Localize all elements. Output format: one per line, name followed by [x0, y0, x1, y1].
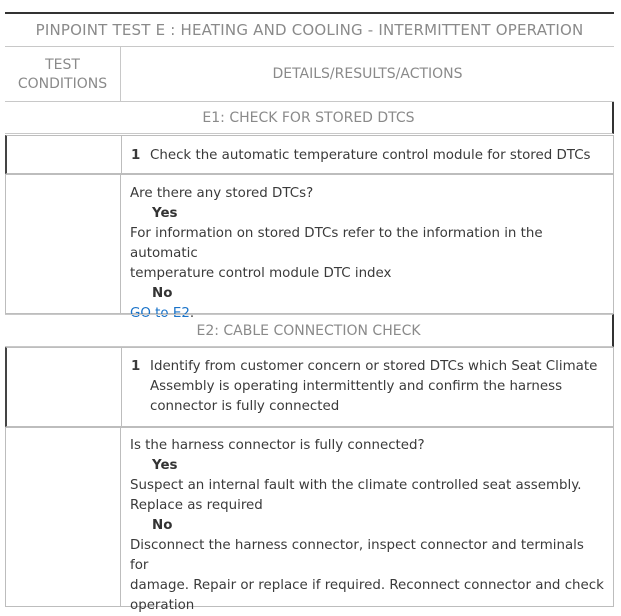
- test-conditions-cell: [7, 348, 122, 426]
- question-text: Are there any stored DTCs?: [130, 186, 314, 201]
- yes-label: Yes: [152, 206, 178, 221]
- yes-action-line-2: Replace as required: [130, 498, 263, 513]
- header-test-conditions-line2: CONDITIONS: [17, 75, 108, 92]
- go-to-e2-link[interactable]: GO to E2: [130, 306, 190, 321]
- step-line-2: Assembly is operating intermittently and confirm the harness: [150, 379, 563, 394]
- yes-action-line-2: temperature control module DTC index: [130, 266, 392, 281]
- step-line-1: Identify from customer concern or stored DTCs which Seat Climate: [150, 359, 598, 374]
- header-details-results-actions: DETAILS/RESULTS/ACTIONS: [272, 66, 463, 82]
- test-conditions-cell: [7, 136, 122, 173]
- question-text: Is the harness connector is fully connected?: [130, 438, 425, 453]
- test-title: PINPOINT TEST E : HEATING AND COOLING - INTERMITTENT OPERATION: [5, 12, 614, 47]
- yes-label: Yes: [152, 458, 178, 473]
- section-heading-e1: E1: CHECK FOR STORED DTCS: [5, 102, 614, 134]
- yes-action-line-1: For information on stored DTCs refer to the information in the automatic: [130, 226, 543, 261]
- e1-step-row: [5, 135, 614, 174]
- step-line-3: connector is fully connected: [150, 399, 340, 414]
- step-number: 1: [131, 148, 141, 163]
- table-header-row: [5, 47, 614, 102]
- section-heading-e2: E2: CABLE CONNECTION CHECK: [5, 314, 614, 347]
- no-action-suffix: .: [189, 306, 195, 321]
- no-action-line-1: Disconnect the harness connector, inspect connector and terminals for: [130, 538, 584, 573]
- header-test-conditions-line1: TEST: [45, 56, 80, 73]
- no-action-line-3: operation: [130, 598, 195, 613]
- e2-step-cell: [131, 357, 605, 417]
- e1-results-row: [5, 174, 614, 321]
- step-text: Check the automatic temperature control module for stored DTCs: [150, 148, 591, 163]
- no-action-line-2: damage. Repair or replace if required. Reconnect connector and check: [130, 578, 604, 593]
- yes-action-line-1: Suspect an internal fault with the climate controlled seat assembly.: [130, 478, 582, 493]
- no-label: No: [152, 518, 173, 533]
- test-conditions-cell: [6, 428, 121, 606]
- no-label: No: [152, 286, 173, 301]
- e2-results-cell: [130, 436, 605, 616]
- step-number: 1: [131, 359, 141, 374]
- test-conditions-cell: [6, 175, 121, 313]
- header-test-conditions: [5, 47, 121, 102]
- e2-results-row: [5, 427, 614, 613]
- e1-results-cell: [130, 184, 605, 324]
- e2-step-row: [5, 347, 614, 427]
- e1-step-cell: [131, 146, 605, 166]
